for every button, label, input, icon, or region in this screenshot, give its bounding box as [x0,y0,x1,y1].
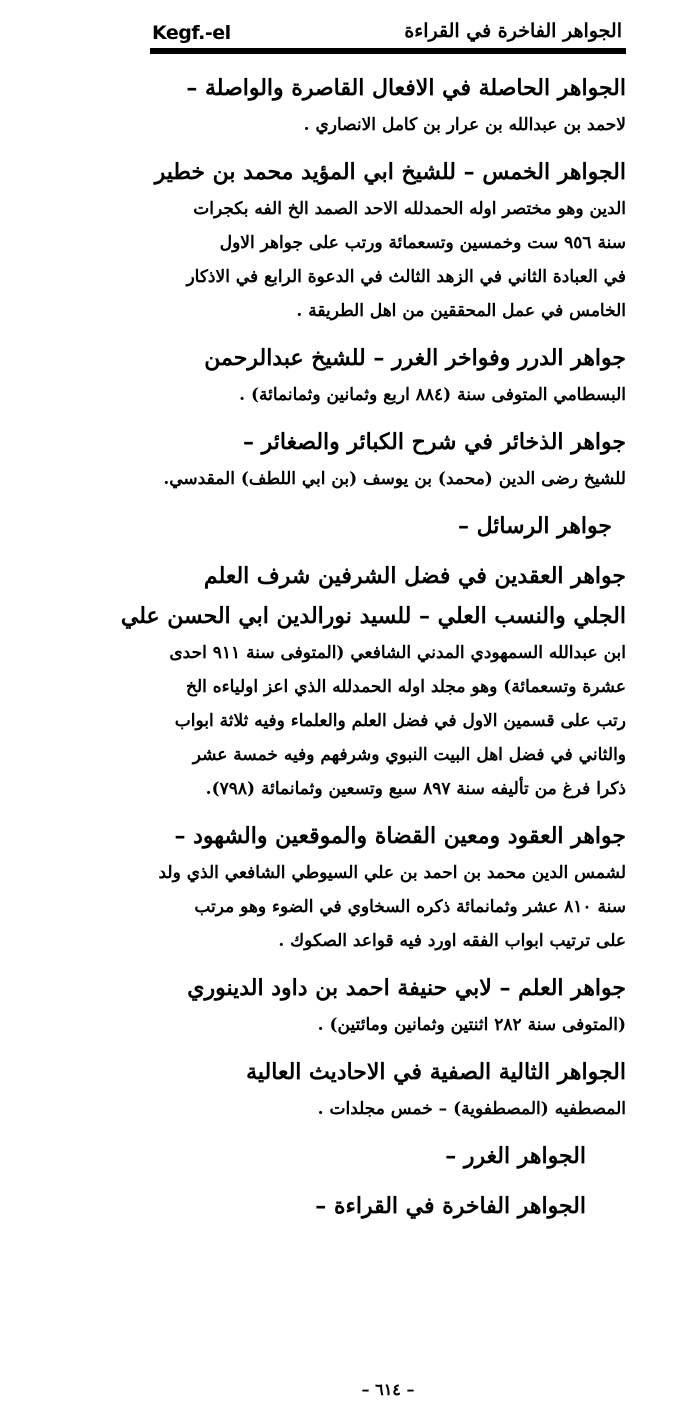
entry [150,968,626,1042]
entry [150,68,626,142]
entry-line: الجواهر الخمس – للشيخ ابي المؤيد محمد بن خطير [154,159,626,185]
entry-line: جواهر العقدين في فضل الشرفين شرف العلم [203,563,626,589]
entry-line: الجواهر الفاخرة في القراءة – [315,1193,586,1219]
entry [150,1052,626,1126]
entry-line: سنة ٨١٠ عشر وثمانمائة ذكره السخاوي في الضوء وهو مرتب [194,897,626,917]
entry [150,816,626,958]
entry-line: في العبادة الثاني في الزهد الثالث في الدعوة الرابع في الاذكار [186,267,626,287]
entry-line: جواهر الدرر وفواخر الغرر – للشيخ عبدالرحمن [204,345,626,371]
entry [120,556,626,806]
running-header [150,20,626,54]
entry-line: ذكرا فرغ من تأليفه سنة ٨٩٧ سبع وتسعين وثمانمائة (٧٩٨). [205,779,626,799]
entry [150,1186,626,1226]
entry-line: جواهر العلم – لابي حنيفة احمد بن داود الدينوري [187,975,626,1001]
entry-line: رتب على قسمين الاول في فضل العلم والعلماء وفيه ثلاثة ابواب [174,711,626,731]
entry-line: لشمس الدين محمد بن احمد بن علي السيوطي الشافعي الذي ولد [158,863,626,883]
entry-line: للشيخ رضى الدين (محمد) بن يوسف (بن ابي اللطف) المقدسي. [163,469,626,489]
entry-line: الجلي والنسب العلي – للسيد نورالدين ابي الحسن علي [120,603,626,629]
entry-line: والثاني في فضل اهل البيت النبوي وشرفهم وفيه خمسة عشر [192,745,626,765]
entry [150,506,626,546]
corner-text: Kegf.-el [152,22,231,44]
entry-line: الجواهر الحاصلة في الافعال القاصرة والواصلة – [186,75,626,101]
running-title: الجواهر الفاخرة في القراءة [404,20,622,42]
entry-line: سنة ٩٥٦ ست وخمسين وتسعمائة ورتب على جواهر الاول [219,233,626,253]
entry-line: (المتوفى سنة ٢٨٢ اثنتين وثمانين ومائتين) . [317,1015,626,1035]
entry [150,152,626,328]
page [120,20,626,1399]
entry-line: جواهر الرسائل – [457,513,612,539]
entry-line: البسطامي المتوفى سنة (٨٨٤ اربع وثمانين وثمانمائة) . [239,385,626,405]
page-number: – ٦١٤ – [361,1380,415,1399]
entry-line: عشرة وتسعمائة) وهو مجلد اوله الحمدلله الذي اعز اولياءه الخ [185,677,626,697]
entry [150,1136,626,1176]
entry [150,338,626,412]
entry-line: الجواهر الثالية الصفية في الاحاديث العالية [246,1059,626,1085]
entry-line: جواهر العقود ومعين القضاة والموقعين والشهود – [174,823,626,849]
entry [150,422,626,496]
entry-line: ابن عبدالله السمهودي المدني الشافعي (المتوفى سنة ٩١١ احدى [169,643,626,663]
body-text [120,68,626,1226]
entry-line: الجواهر الغرر – [445,1143,586,1169]
entry-line: الدين وهو مختصر اوله الحمدلله الاحد الصمد الخ الفه بكجرات [193,199,626,219]
entry-line: الخامس في عمل المحققين من اهل الطريقة . [296,301,626,321]
entry-line: على ترتيب ابواب الفقه اورد فيه قواعد الصكوك . [278,931,626,951]
entry-line: المصطفيه (المصطفوية) – خمس مجلدات . [317,1099,626,1119]
entry-line: لاحمد بن عبدالله بن عرار بن كامل الانصاري . [303,115,626,135]
entry-line: جواهر الذخائر في شرح الكبائر والصغائر – [243,429,626,455]
